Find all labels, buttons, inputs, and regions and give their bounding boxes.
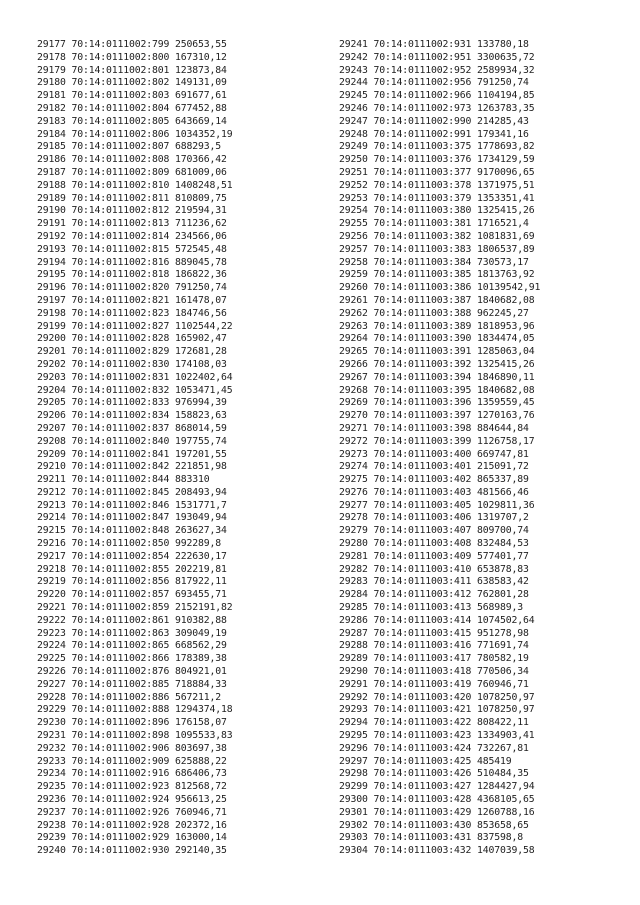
list-item: 29286 70:14:0111003:414 1074502,64 (339, 614, 535, 626)
list-item: 29285 70:14:0111003:413 568989,3 (339, 602, 523, 614)
list-item: 29217 70:14:0111002:854 222630,17 (37, 550, 227, 562)
list-item: 29234 70:14:0111002:916 686406,73 (37, 768, 227, 780)
list-item: 29255 70:14:0111003:381 1716521,4 (339, 218, 529, 230)
list-item: 29294 70:14:0111003:422 808422,11 (339, 717, 529, 729)
list-item: 29226 70:14:0111002:876 804921,01 (37, 666, 227, 678)
list-item: 29296 70:14:0111003:424 732267,81 (339, 742, 529, 754)
list-item: 29208 70:14:0111002:840 197755,74 (37, 435, 227, 447)
list-item: 29236 70:14:0111002:924 956613,25 (37, 794, 227, 806)
list-item: 29254 70:14:0111003:380 1325415,26 (339, 205, 535, 217)
list-item: 29289 70:14:0111003:417 780582,19 (339, 653, 529, 665)
list-item: 29247 70:14:0111002:990 214285,43 (339, 115, 529, 127)
list-item: 29246 70:14:0111002:973 1263783,35 (339, 102, 535, 114)
list-item: 29295 70:14:0111003:423 1334903,41 (339, 730, 535, 742)
list-item: 29282 70:14:0111003:410 653878,83 (339, 563, 529, 575)
list-item: 29177 70:14:0111002:799 250653,55 (37, 39, 227, 50)
list-item: 29195 70:14:0111002:818 186822,36 (37, 269, 227, 281)
list-item: 29269 70:14:0111003:396 1359559,45 (339, 397, 535, 409)
list-item: 29299 70:14:0111003:427 1284427,94 (339, 781, 535, 793)
list-item: 29297 70:14:0111003:425 485419 (339, 755, 512, 767)
list-item: 29273 70:14:0111003:400 669747,81 (339, 448, 529, 460)
list-item: 29304 70:14:0111003:432 1407039,58 (339, 845, 535, 857)
list-item: 29193 70:14:0111002:815 572545,48 (37, 243, 227, 255)
list-item: 29222 70:14:0111002:861 910382,88 (37, 614, 227, 626)
list-item: 29261 70:14:0111003:387 1840682,08 (339, 294, 535, 306)
list-item: 29284 70:14:0111003:412 762801,28 (339, 589, 529, 601)
list-item: 29199 70:14:0111002:827 1102544,22 (37, 320, 233, 332)
list-item: 29215 70:14:0111002:848 263627,34 (37, 525, 227, 537)
list-item: 29293 70:14:0111003:421 1078250,97 (339, 704, 535, 716)
list-item: 29274 70:14:0111003:401 215091,72 (339, 461, 529, 473)
right-column (339, 39, 540, 858)
list-item: 29201 70:14:0111002:829 172681,28 (37, 346, 227, 358)
list-item: 29196 70:14:0111002:820 791250,74 (37, 282, 227, 294)
list-item: 29303 70:14:0111003:431 837598,8 (339, 832, 523, 844)
list-item: 29216 70:14:0111002:850 992289,8 (37, 538, 221, 550)
list-item: 29277 70:14:0111003:405 1029811,36 (339, 499, 535, 511)
list-item: 29202 70:14:0111002:830 174108,03 (37, 358, 227, 370)
list-item: 29223 70:14:0111002:863 309049,19 (37, 627, 227, 639)
list-item: 29221 70:14:0111002:859 2152191,82 (37, 602, 233, 614)
list-item: 29178 70:14:0111002:800 167310,12 (37, 51, 227, 63)
list-item: 29220 70:14:0111002:857 693455,71 (37, 589, 227, 601)
list-item: 29253 70:14:0111003:379 1353351,41 (339, 192, 535, 204)
list-item: 29264 70:14:0111003:390 1834474,05 (339, 333, 535, 345)
list-item: 29275 70:14:0111003:402 865337,89 (339, 474, 529, 486)
list-item: 29280 70:14:0111003:408 832484,53 (339, 538, 529, 550)
list-item: 29188 70:14:0111002:810 1408248,51 (37, 179, 233, 191)
list-item: 29182 70:14:0111002:804 677452,88 (37, 102, 227, 114)
list-item: 29200 70:14:0111002:828 165902,47 (37, 333, 227, 345)
list-item: 29179 70:14:0111002:801 123873,84 (37, 64, 227, 76)
list-item: 29241 70:14:0111002:931 133780,18 (339, 39, 529, 50)
list-item: 29198 70:14:0111002:823 184746,56 (37, 307, 227, 319)
list-item: 29298 70:14:0111003:426 510484,35 (339, 768, 529, 780)
list-item: 29219 70:14:0111002:856 817922,11 (37, 576, 227, 588)
list-item: 29244 70:14:0111002:956 791250,74 (339, 77, 529, 89)
list-item: 29186 70:14:0111002:808 170366,42 (37, 154, 227, 166)
list-item: 29267 70:14:0111003:394 1846890,11 (339, 371, 535, 383)
list-item: 29204 70:14:0111002:832 1053471,45 (37, 384, 233, 396)
list-item: 29238 70:14:0111002:928 202372,16 (37, 819, 227, 831)
list-item: 29283 70:14:0111003:411 638583,42 (339, 576, 529, 588)
list-item: 29224 70:14:0111002:865 668562,29 (37, 640, 227, 652)
list-item: 29211 70:14:0111002:844 883310 (37, 474, 210, 486)
list-item: 29237 70:14:0111002:926 760946,71 (37, 806, 227, 818)
list-item: 29205 70:14:0111002:833 976994,39 (37, 397, 227, 409)
list-item: 29191 70:14:0111002:813 711236,62 (37, 218, 227, 230)
list-item: 29281 70:14:0111003:409 577401,77 (339, 550, 529, 562)
list-item: 29263 70:14:0111003:389 1818953,96 (339, 320, 535, 332)
list-item: 29250 70:14:0111003:376 1734129,59 (339, 154, 535, 166)
list-item: 29288 70:14:0111003:416 771691,74 (339, 640, 529, 652)
list-item: 29302 70:14:0111003:430 853658,65 (339, 819, 529, 831)
list-item: 29233 70:14:0111002:909 625888,22 (37, 755, 227, 767)
list-item: 29260 70:14:0111003:386 10139542,91 (339, 282, 541, 294)
list-item: 29230 70:14:0111002:896 176158,07 (37, 717, 227, 729)
list-item: 29268 70:14:0111003:395 1840682,08 (339, 384, 535, 396)
list-item: 29206 70:14:0111002:834 158823,63 (37, 410, 227, 422)
list-item: 29262 70:14:0111003:388 962245,27 (339, 307, 529, 319)
list-item: 29292 70:14:0111003:420 1078250,97 (339, 691, 535, 703)
list-item: 29278 70:14:0111003:406 1319707,2 (339, 512, 529, 524)
list-item: 29225 70:14:0111002:866 178389,38 (37, 653, 227, 665)
list-item: 29256 70:14:0111003:382 1081831,69 (339, 230, 535, 242)
list-item: 29270 70:14:0111003:397 1270163,76 (339, 410, 535, 422)
list-item: 29259 70:14:0111003:385 1813763,92 (339, 269, 535, 281)
list-item: 29258 70:14:0111003:384 730573,17 (339, 256, 529, 268)
list-item: 29197 70:14:0111002:821 161478,07 (37, 294, 227, 306)
list-item: 29301 70:14:0111003:429 1260788,16 (339, 806, 535, 818)
list-item: 29251 70:14:0111003:377 9170096,65 (339, 166, 535, 178)
list-item: 29212 70:14:0111002:845 208493,94 (37, 486, 227, 498)
list-item: 29214 70:14:0111002:847 193049,94 (37, 512, 227, 524)
list-item: 29180 70:14:0111002:802 149131,09 (37, 77, 227, 89)
list-item: 29245 70:14:0111002:966 1104194,85 (339, 90, 535, 102)
list-item: 29187 70:14:0111002:809 681009,06 (37, 166, 227, 178)
list-item: 29194 70:14:0111002:816 889045,78 (37, 256, 227, 268)
list-item: 29184 70:14:0111002:806 1034352,19 (37, 128, 233, 140)
list-item: 29272 70:14:0111003:399 1126758,17 (339, 435, 535, 447)
list-item: 29228 70:14:0111002:886 567211,2 (37, 691, 221, 703)
list-item: 29252 70:14:0111003:378 1371975,51 (339, 179, 535, 191)
list-item: 29192 70:14:0111002:814 234566,06 (37, 230, 227, 242)
list-item: 29185 70:14:0111002:807 688293,5 (37, 141, 221, 153)
list-item: 29300 70:14:0111003:428 4368105,65 (339, 794, 535, 806)
list-item: 29218 70:14:0111002:855 202219,81 (37, 563, 227, 575)
list-item: 29227 70:14:0111002:885 718884,33 (37, 678, 227, 690)
list-item: 29243 70:14:0111002:952 2589934,32 (339, 64, 535, 76)
list-item: 29242 70:14:0111002:951 3300635,72 (339, 51, 535, 63)
left-column (37, 39, 232, 858)
list-item: 29290 70:14:0111003:418 770506,34 (339, 666, 529, 678)
list-item: 29287 70:14:0111003:415 951278,98 (339, 627, 529, 639)
list-item: 29235 70:14:0111002:923 812568,72 (37, 781, 227, 793)
list-item: 29239 70:14:0111002:929 163000,14 (37, 832, 227, 844)
list-item: 29257 70:14:0111003:383 1806537,89 (339, 243, 535, 255)
list-item: 29213 70:14:0111002:846 1531771,7 (37, 499, 227, 511)
list-item: 29207 70:14:0111002:837 868014,59 (37, 422, 227, 434)
list-item: 29240 70:14:0111002:930 292140,35 (37, 845, 227, 857)
list-item: 29183 70:14:0111002:805 643669,14 (37, 115, 227, 127)
list-item: 29276 70:14:0111003:403 481566,46 (339, 486, 529, 498)
list-item: 29271 70:14:0111003:398 884644,84 (339, 422, 529, 434)
list-item: 29229 70:14:0111002:888 1294374,18 (37, 704, 233, 716)
list-item: 29210 70:14:0111002:842 221851,98 (37, 461, 227, 473)
list-item: 29266 70:14:0111003:392 1325415,26 (339, 358, 535, 370)
list-item: 29181 70:14:0111002:803 691677,61 (37, 90, 227, 102)
list-item: 29203 70:14:0111002:831 1022402,64 (37, 371, 233, 383)
list-item: 29291 70:14:0111003:419 760946,71 (339, 678, 529, 690)
list-item: 29231 70:14:0111002:898 1095533,83 (37, 730, 233, 742)
list-item: 29189 70:14:0111002:811 810809,75 (37, 192, 227, 204)
list-item: 29249 70:14:0111003:375 1778693,82 (339, 141, 535, 153)
list-item: 29279 70:14:0111003:407 809700,74 (339, 525, 529, 537)
list-item: 29265 70:14:0111003:391 1285063,04 (339, 346, 535, 358)
list-item: 29248 70:14:0111002:991 179341,16 (339, 128, 529, 140)
list-item: 29190 70:14:0111002:812 219594,31 (37, 205, 227, 217)
list-item: 29232 70:14:0111002:906 803697,38 (37, 742, 227, 754)
list-item: 29209 70:14:0111002:841 197201,55 (37, 448, 227, 460)
